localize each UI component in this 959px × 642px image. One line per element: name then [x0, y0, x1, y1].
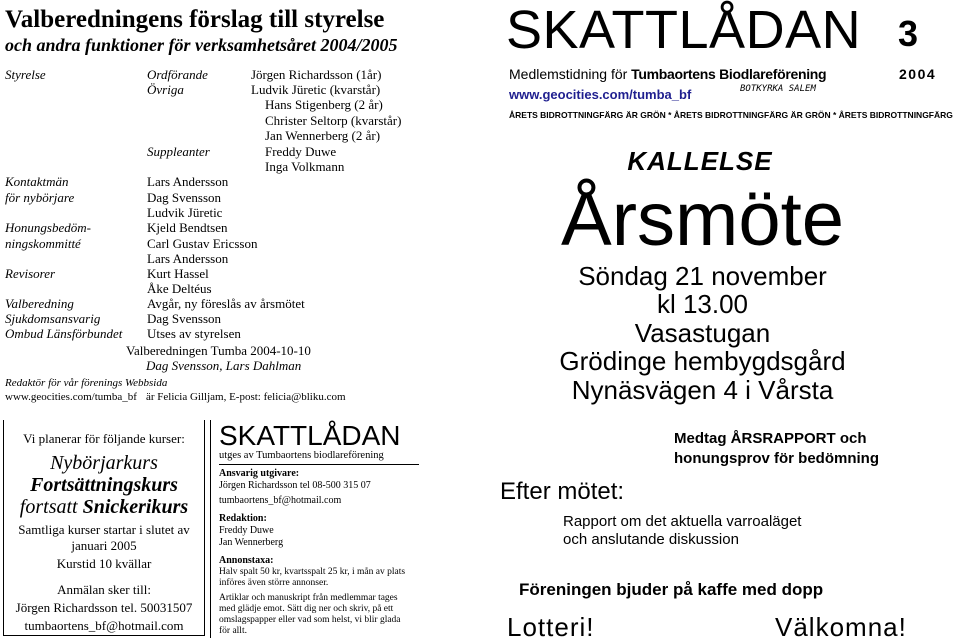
colophon-redaktion-1: Freddy Duwe — [219, 525, 274, 536]
meeting-place-1: Vasastugan — [634, 318, 771, 348]
course-snickerikurs — [4, 496, 204, 518]
courses-time: Kurstid 10 kvällar — [56, 556, 152, 571]
name-ovriga-2: Hans Stigenberg (2 år) — [265, 97, 383, 112]
after-meeting-label: Efter mötet: — [500, 478, 625, 505]
colophon-redaktion-label: Redaktion: — [219, 513, 267, 524]
name-ordforande: Jörgen Richardsson (1år) — [251, 67, 382, 82]
label-valberedning: Valberedning — [5, 296, 74, 311]
masthead-member-line — [509, 66, 826, 83]
webb-url: www.geocities.com/tumba_bf — [5, 391, 137, 403]
courses-contact-email: tumbaortens_bf@hotmail.com — [24, 618, 184, 633]
lottery-text: Lotteri! — [507, 612, 595, 642]
masthead-year: 2004 — [899, 66, 937, 82]
coffee-line: Föreningen bjuder på kaffe med dopp — [519, 580, 824, 599]
name-ovriga-3: Christer Seltorp (kvarstår) — [265, 113, 402, 128]
courses-signup: Anmälan sker till: — [57, 582, 151, 597]
text-valberedning: Avgår, ny föreslås av årsmötet — [147, 296, 305, 311]
welcome-text: Välkomna! — [775, 612, 907, 642]
meeting-place-2: Grödinge hembygdsgård — [559, 346, 846, 376]
name-suppleant-2: Inga Volkmann — [265, 159, 345, 174]
colophon-divider — [210, 420, 211, 638]
label-honungsbedom: Honungsbedöm- — [5, 220, 91, 235]
label-revisorer: Revisorer — [5, 266, 56, 281]
label-for-nyborjare: för nybörjare — [5, 190, 75, 205]
course-fortsattningskurs: Fortsättningskurs — [30, 474, 178, 496]
courses-start-1: Samtliga kurser startar i slutet av — [18, 522, 190, 537]
masthead-banner: ÅRETS BIDROTTNINGFÄRG ÄR GRÖN * ÅRETS BIDROTTNINGFÄRG ÄR GRÖN * ÅRETS BIDROTTNINGFÄRG — [509, 110, 953, 120]
colophon-artiklar-2: med glädje emot. Sätt dig ner och skriv, på ett — [219, 604, 394, 614]
colophon-artiklar-3: omslagspapper eller vad som helst, vi blir glada — [219, 615, 401, 625]
name-sjukdomsansvarig: Dag Svensson — [147, 311, 222, 326]
meeting-time: kl 13.00 — [656, 289, 749, 319]
label-styrelse: Styrelse — [5, 67, 46, 82]
meeting-date: Söndag 21 november — [578, 261, 827, 291]
label-suppleanter: Suppleanter — [147, 144, 210, 159]
name-kontakt-2: Dag Svensson — [147, 190, 222, 205]
colophon-redaktion-2: Jan Wennerberg — [219, 537, 284, 548]
name-honung-2: Carl Gustav Ericsson — [147, 236, 258, 251]
nomination-title: Valberedningens förslag till styrelse — [5, 6, 385, 33]
colophon-artiklar-1: Artiklar och manuskript från medlemmar tages — [219, 593, 398, 603]
courses-start-2: januari 2005 — [71, 538, 137, 553]
bring-line-2: honungsprov för bedömning — [674, 450, 879, 467]
text-ombud: Utses av styrelsen — [147, 326, 241, 341]
name-honung-3: Lars Andersson — [147, 251, 229, 266]
colophon-rule — [219, 464, 419, 465]
report-line-2: och anslutande diskussion — [563, 531, 739, 548]
name-honung-1: Kjeld Bendtsen — [147, 220, 228, 235]
colophon-annons-text-1: Halv spalt 50 kr, kvartsspalt 25 kr, i mån av plats — [219, 567, 406, 577]
label-ovriga: Övriga — [147, 82, 184, 97]
colophon-annons-label: Annonstaxa: — [219, 555, 274, 566]
report-line-1: Rapport om det aktuella varroaläget — [563, 513, 802, 530]
webb-label: Redaktör för vår förenings Webbsida — [5, 377, 168, 389]
meeting-address: Nynäsvägen 4 i Vårsta — [571, 375, 834, 405]
label-ordforande: Ordförande — [147, 67, 208, 82]
colophon-artiklar-4: för allt. — [219, 626, 247, 636]
signature-line: Valberedningen Tumba 2004-10-10 — [126, 343, 311, 358]
colophon-published: utges av Tumbaortens biodlareförening — [219, 450, 384, 461]
name-ovriga-4: Jan Wennerberg (2 år) — [265, 128, 381, 143]
masthead-title: SKATTLÅDAN — [506, 0, 862, 60]
courses-contact-name: Jörgen Richardsson tel. 50031507 — [15, 600, 193, 615]
name-revisor-1: Kurt Hassel — [147, 266, 209, 281]
label-ombud: Ombud Länsförbundet — [5, 326, 123, 341]
label-sjukdomsansvarig: Sjukdomsansvarig — [5, 311, 101, 326]
colophon-ansvarig-text: Jörgen Richardsson tel 08-500 315 07 — [219, 480, 371, 491]
arsmote-heading: Årsmöte — [561, 177, 844, 262]
masthead-issue: 3 — [898, 13, 919, 54]
colophon-ansvarig-email: tumbaortens_bf@hotmail.com — [219, 495, 342, 506]
label-kontaktman: Kontaktmän — [5, 174, 69, 189]
kallelse-heading: KALLELSE — [627, 146, 773, 176]
colophon-annons-text-2: införes även större annonser. — [219, 578, 329, 588]
name-ovriga-1: Ludvik Jüretic (kvarstår) — [251, 82, 381, 97]
masthead-url[interactable]: www.geocities.com/tumba_bf — [509, 87, 692, 102]
signature-names: Dag Svensson, Lars Dahlman — [146, 358, 302, 373]
course-snickerikurs-prefix: fortsatt — [19, 496, 83, 518]
name-suppleant-1: Freddy Duwe — [265, 144, 337, 159]
masthead-location: BOTKYRKA SALEM — [740, 84, 816, 94]
webb-text: är Felicia Gilljam, E-post: felicia@bliku.com — [146, 391, 346, 403]
colophon-ansvarig-label: Ansvarig utgivare: — [219, 468, 300, 479]
masthead-member-org: Tumbaortens Biodlareförening — [631, 66, 827, 82]
course-snickerikurs-name: Snickerikurs — [82, 496, 189, 518]
course-nyborjarkurs: Nybörjarkurs — [50, 452, 158, 474]
nomination-subtitle: och andra funktioner för verksamhetsåret 2004/2005 — [5, 35, 398, 55]
bring-line-1: Medtag ÅRSRAPPORT och — [674, 430, 867, 447]
name-kontakt-3: Ludvik Jüretic — [147, 205, 223, 220]
masthead-member-prefix: Medlemstidning för — [509, 66, 632, 82]
courses-intro: Vi planerar för följande kurser: — [23, 431, 185, 446]
label-ningskommitte: ningskommitté — [5, 236, 81, 251]
colophon-title: SKATTLÅDAN — [219, 420, 401, 451]
name-kontakt-1: Lars Andersson — [147, 174, 229, 189]
name-revisor-2: Åke Deltéus — [147, 281, 212, 296]
